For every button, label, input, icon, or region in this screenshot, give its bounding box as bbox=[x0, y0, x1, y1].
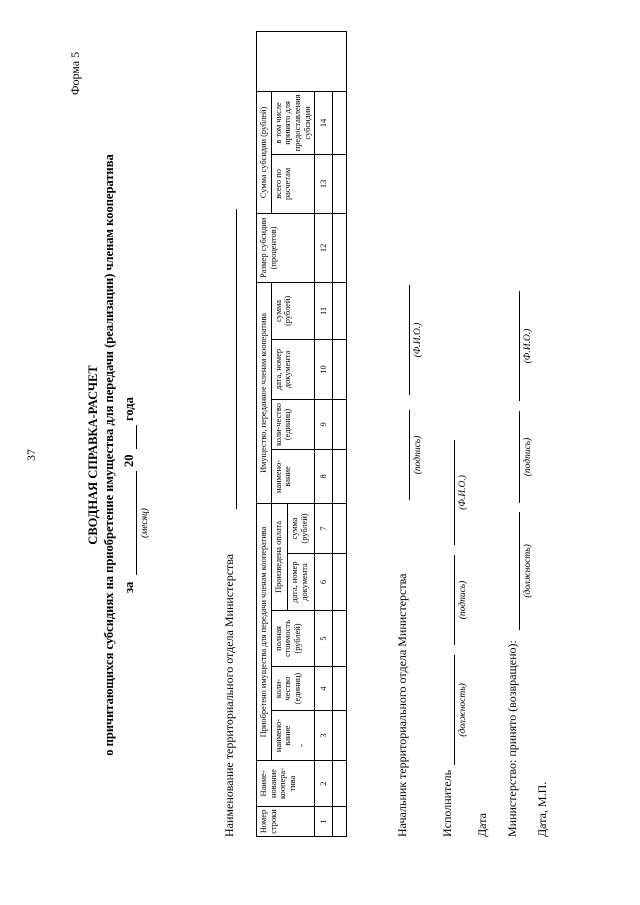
ministry-position-line bbox=[505, 512, 520, 630]
column-number: 12 bbox=[315, 213, 333, 282]
column-number: 11 bbox=[315, 282, 333, 339]
executor-signature-line bbox=[440, 555, 455, 645]
executor-label: Исполнитель bbox=[440, 769, 454, 837]
ministry-label: Министерство: принято (возвращено): bbox=[505, 640, 519, 837]
header-acquired-property: Приобретено имущества для передачи членам кооператива bbox=[257, 503, 272, 760]
ministry-fio-caption: (Ф.И.О.) bbox=[523, 328, 533, 364]
header-subsidy-rate: Размер субсидии (процентов) bbox=[257, 213, 315, 282]
subsidy-table bbox=[256, 31, 347, 837]
department-label: Наименование территориального отдела Министерства bbox=[222, 553, 236, 837]
column-number: 13 bbox=[315, 154, 333, 213]
header-subsidy-total: всего по расчетам bbox=[271, 154, 315, 213]
column-number: 5 bbox=[315, 611, 333, 667]
month-caption: (месяц) bbox=[140, 508, 150, 538]
chief-label: Начальник территориального отдела Министерства bbox=[395, 573, 409, 837]
data-cell bbox=[333, 213, 347, 282]
header-payment-made: Произведена оплата bbox=[271, 503, 287, 610]
data-cell bbox=[333, 399, 347, 449]
chief-signature-caption: (подпись) bbox=[413, 435, 423, 475]
chief-fio-caption: (Ф.И.О.) bbox=[413, 322, 423, 358]
executor-signature-caption: (подпись) bbox=[458, 580, 468, 620]
header-payment-sum: сумма (рублей) bbox=[288, 503, 315, 553]
data-cell bbox=[333, 761, 347, 807]
month-blank bbox=[122, 471, 137, 575]
date-label: Дата bbox=[475, 813, 489, 837]
header-transferred-property: Имущество, переданное членам кооператива bbox=[257, 282, 272, 503]
header-cooperative-name: Наиме-нование коопера-тива bbox=[257, 761, 315, 807]
data-cell bbox=[333, 154, 347, 213]
date-stamp-label: Дата, М.П. bbox=[535, 781, 549, 837]
ministry-signature-line bbox=[505, 411, 520, 503]
header-transferred-document: дата, номер документа bbox=[271, 339, 315, 399]
header-acquired-quantity: коли-чество (единиц) bbox=[271, 667, 315, 711]
ministry-signature-caption: (подпись) bbox=[523, 437, 533, 477]
executor-position-caption: (должность) bbox=[458, 683, 468, 737]
header-subsidy-accepted: в том числе принято для предоставления субсидии bbox=[271, 91, 315, 154]
data-cell bbox=[333, 91, 347, 154]
stray-mark: - bbox=[296, 744, 306, 747]
column-number: 4 bbox=[315, 667, 333, 711]
data-cell bbox=[333, 807, 347, 837]
header-acquired-name: наимено-вание bbox=[271, 711, 315, 761]
column-number: 6 bbox=[315, 554, 333, 611]
column-number: 14 bbox=[315, 91, 333, 154]
data-cell bbox=[333, 711, 347, 761]
executor-fio-caption: (Ф.И.О.) bbox=[458, 475, 468, 510]
page-number: 37 bbox=[24, 449, 38, 461]
year-blank bbox=[122, 425, 137, 449]
column-number: 2 bbox=[315, 761, 333, 807]
form-label: Форма 5 bbox=[68, 51, 82, 95]
chief-fio-line bbox=[395, 285, 410, 395]
column-number: 8 bbox=[315, 449, 333, 503]
data-cell bbox=[333, 503, 347, 553]
data-cell bbox=[333, 611, 347, 667]
chief-signature-line bbox=[395, 410, 410, 500]
executor-position-line bbox=[440, 655, 455, 765]
period-prefix: за bbox=[122, 581, 136, 593]
period-year-prefix: 20 bbox=[122, 454, 136, 467]
header-transferred-sum: сумма (рублей) bbox=[271, 282, 315, 339]
column-number: 1 bbox=[315, 807, 333, 837]
column-number: 3 bbox=[315, 711, 333, 761]
period-suffix: года bbox=[122, 397, 136, 421]
header-transferred-name: наимено-вание bbox=[271, 449, 315, 503]
header-transferred-quantity: коли-чество (единиц) bbox=[271, 399, 315, 449]
department-blank bbox=[222, 209, 237, 509]
header-row-number: Номер строки bbox=[257, 807, 315, 837]
column-number: 10 bbox=[315, 339, 333, 399]
column-number: 9 bbox=[315, 399, 333, 449]
data-cell bbox=[333, 449, 347, 503]
document-title: СВОДНАЯ СПРАВКА-РАСЧЕТ bbox=[86, 365, 100, 545]
header-subsidy-sum: Сумма субсидии (рублей) bbox=[257, 91, 272, 213]
header-payment-document: дата, номер документа bbox=[288, 554, 315, 611]
header-acquired-cost: полная стоимость (рублей) bbox=[271, 611, 315, 667]
ministry-fio-line bbox=[505, 291, 520, 401]
data-cell bbox=[333, 554, 347, 611]
data-cell bbox=[333, 339, 347, 399]
table-extra-column bbox=[257, 31, 347, 91]
ministry-position-caption: (должность) bbox=[523, 544, 533, 598]
data-cell bbox=[333, 282, 347, 339]
data-cell bbox=[333, 667, 347, 711]
executor-fio-line bbox=[440, 440, 455, 545]
document-subtitle: о причитающихся субсидиях на приобретение имущества для передачи (реализации) членам кооператива bbox=[102, 154, 116, 756]
rotated-page bbox=[10, 15, 630, 895]
column-number: 7 bbox=[315, 503, 333, 553]
